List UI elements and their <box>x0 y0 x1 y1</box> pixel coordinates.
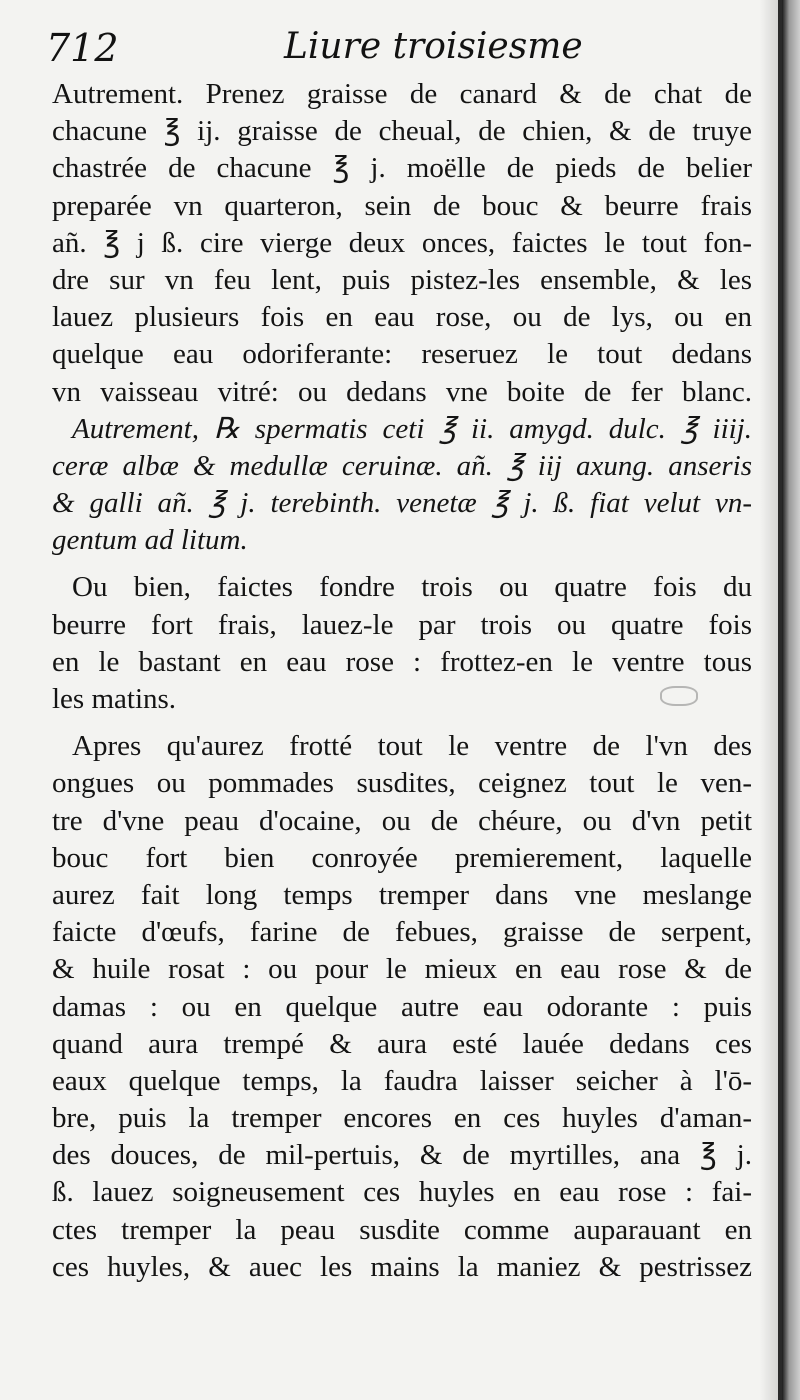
text-line: chacune ℥ ij. graisse de cheual, de chien, & de truye <box>52 115 752 148</box>
text-line: quand aura trempé & aura esté lauée dedans ces <box>52 1027 752 1060</box>
text-line: bouc fort bien conroyée premierement, laquelle <box>52 841 752 874</box>
text-line: les matins. <box>52 683 177 715</box>
text-line: ß. lauez soigneusement ces huyles en eau rose : fai- <box>52 1176 752 1209</box>
page-edge-shadow <box>782 0 800 1400</box>
text-line: Ou bien, faictes fondre trois ou quatre fois du <box>72 571 752 604</box>
text-line: & galli añ. ℥ j. terebinth. venetæ ℥ j. ß. fiat velut vn- <box>52 487 752 520</box>
text-line: bre, puis la tremper encores en ces huyles d'aman- <box>52 1102 752 1135</box>
text-line: ceræ albæ & medullæ ceruinæ. añ. ℥ iij axung. anseris <box>52 449 752 482</box>
text-line: Apres qu'aurez frotté tout le ventre de l'vn des <box>72 730 752 763</box>
paragraph-autrement-recipe <box>52 76 752 411</box>
running-title: Liure troisiesme <box>284 26 583 67</box>
text-line: damas : ou en quelque autre eau odorante : puis <box>52 990 752 1023</box>
text-line: Autrement. Prenez graisse de canard & de chat de <box>52 78 752 110</box>
paragraph-ou-bien <box>52 569 752 718</box>
page-header <box>46 26 606 74</box>
text-line: & huile rosat : ou pour le mieux en eau rose & de <box>52 953 752 986</box>
text-line: Autrement, ℞ spermatis ceti ℥ ii. amygd. dulc. ℥ iiij. <box>72 412 752 445</box>
text-line: tre d'vne peau d'ocaine, ou de chéure, ou d'vn petit <box>52 804 752 837</box>
paragraph-apres <box>52 728 752 1286</box>
text-line: vn vaisseau vitré: ou dedans vne boite de fer blanc. <box>52 375 752 408</box>
text-line: añ. ℥ j ß. cire vierge deux onces, faictes le tout fon- <box>52 226 752 259</box>
paragraph-latin-recipe <box>52 411 752 560</box>
text-line: preparée vn quarteron, sein de bouc & beurre frais <box>52 189 752 222</box>
body-text <box>52 76 752 1286</box>
text-line: dre sur vn feu lent, puis pistez-les ensemble, & les <box>52 263 752 296</box>
text-line: quelque eau odoriferante: reseruez le tout dedans <box>52 338 752 371</box>
text-line: lauez plusieurs fois en eau rose, ou de lys, ou en <box>52 301 752 334</box>
text-line: ongues ou pommades susdites, ceignez tout le ven- <box>52 767 752 800</box>
text-line: eaux quelque temps, la faudra laisser seicher à l'ō- <box>52 1064 752 1097</box>
ink-smudge-mark <box>660 686 698 706</box>
text-line: beurre fort frais, lauez-le par trois ou quatre fois <box>52 608 752 641</box>
page-number: 712 <box>46 26 119 70</box>
paragraph-gap <box>52 559 752 569</box>
text-line: des douces, de mil-pertuis, & de myrtilles, ana ℥ j. <box>52 1139 752 1172</box>
text-line: aurez fait long temps tremper dans vne meslange <box>52 878 752 911</box>
text-line: faicte d'œufs, farine de febues, graisse de serpent, <box>52 916 752 949</box>
paragraph-gap <box>52 718 752 728</box>
text-line: ces huyles, & auec les mains la maniez & pestrissez <box>52 1250 752 1283</box>
text-line: en le bastant en eau rose : frottez-en le ventre tous <box>52 645 752 678</box>
text-line: chastrée de chacune ℥ j. moëlle de pieds de belier <box>52 152 752 185</box>
text-line: gentum ad litum. <box>52 524 248 557</box>
text-line: ctes tremper la peau susdite comme auparauant en <box>52 1213 752 1246</box>
